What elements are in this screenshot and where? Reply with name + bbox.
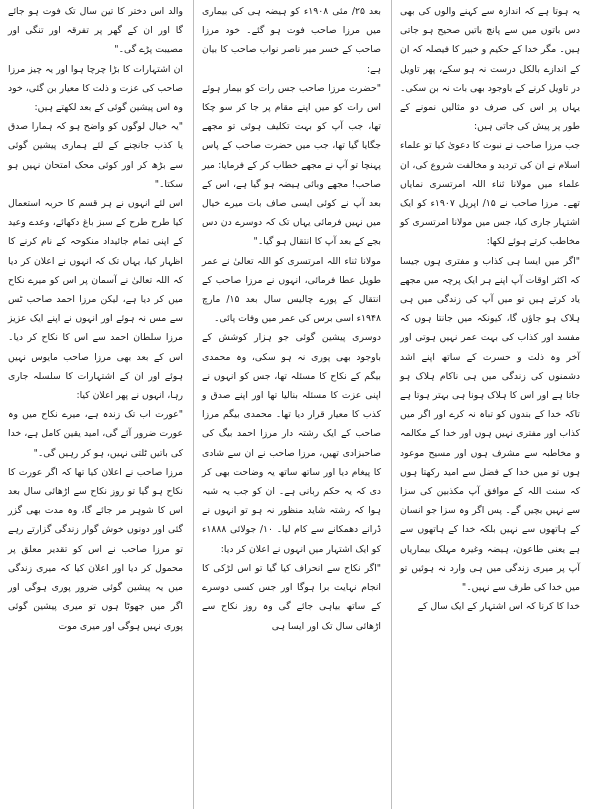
- paragraph: اس لئے انہوں نے ہر قسم کا حربہ استعمال کیا طرح طرح کے سبز باغ دکھائے، وعدے وعید کے اپنی تمام جائیداد منکوحہ کے نام کرنے کا اظہار کیا، یہاں تک کہ انہوں نے اعلان کر دیا کہ اللہ تعالیٰ نے آسمان پر اس کو میرے نکاح میں کر دیا ہے، لیکن مرزا احمد صاحب ٹس سے مس نہ ہوئے اور انہوں نے اپنے ایک عزیز مرزا سلطان احمد سے اس کا نکاح کر دیا۔ اس کے بعد بھی مرزا صاحب مایوس نہیں ہوئے اور ان کے اشتہارات کا سلسلہ جاری رہا، انہوں نے پھر اعلان کیا:: [8, 198, 183, 402]
- quote-paragraph: "یہ خیال لوگوں کو واضح ہو کہ ہمارا صدق یا کذب جانچنے کے لئے ہماری پیشین گوئی سے بڑھ کر اور کوئی محک امتحان نہیں ہو سکتا۔": [8, 121, 183, 190]
- paragraph: بعد ۲۵/ مئی ۱۹۰۸ء کو ہیضہ ہی کی بیماری میں مرزا صاحب فوت ہو گئے۔ خود مرزا صاحب کے خسر میر ناصر نواب صاحب کا بیان ہے:: [202, 6, 381, 75]
- paragraph: یہ ہوتا ہے کہ اندازہ سے کہنے والوں کی بھی دس باتوں میں سے پانچ باتیں صحیح ہو جاتی ہیں۔ مگر خدا کے حکیم و خبیر کا فیصلہ کہ ان کے اندازے بالکل درست نہ ہو سکے، پھر تاویل در تاویل کرنے کے باوجود بھی بات نہ بن سکی۔ یہاں پر اس کی صرف دو مثالیں نمونے کے طور پر پیش کی جاتی ہیں:: [400, 6, 580, 133]
- paragraph: دوسری پیشین گوئی جو ہزار کوشش کے باوجود بھی پوری نہ ہو سکی، وہ محمدی بیگم کے نکاح کا مسئلہ تھا، جس کو انہوں نے اپنی عزت کا مسئلہ بنالیا تھا اور اپنے صدق و کذب کا معیار قرار دیا تھا۔ محمدی بیگم مرزا صاحب کے ایک رشتہ دار مرزا احمد بیگ کی صاحبزادی تھیں، مرزا صاحب نے ان سے شادی کا پیغام دیا اور ساتھ ساتھ یہ وضاحت بھی کر دی کہ یہ حکم ربانی ہے۔ ان کو جب یہ شبہ ہوا کہ رشتہ شاید منظور نہ ہو تو انہوں نے ڈرانے دھمکانے سے کام لیا۔ ۱۰/ جولائی ۱۸۸۸ء کو ایک اشتہار میں انہوں نے اعلان کر دیا:: [202, 332, 381, 555]
- paragraph: مولانا ثناء اللہ امرتسری کو اللہ تعالیٰ نے عمر طویل عطا فرمائی، انہوں نے مرزا صاحب کے انتقال کے پورے چالیس سال بعد ۱۵/ مارچ ۱۹۴۸ء اسی برس کی عمر میں وفات پائی۔: [202, 255, 381, 325]
- quote-paragraph: والد اس دختر کا تین سال تک فوت ہو جائے گا اور ان کے گھر پر تفرقہ اور تنگی اور مصیبت پڑے گی۔": [8, 6, 183, 56]
- column-left: [0, 0, 194, 809]
- paragraph: مرزا صاحب نے اعلان کیا تھا کہ اگر عورت کا نکاح ہو گیا تو روز نکاح سے اڑھائی سال بعد اس کا شوہر مر جائے گا، وہ مدت بھی گزر گئی اور دونوں خوش گوار زندگی گزارتے رہے تو مرزا صاحب نے اس کو تقدیر معلق پر محمول کر دیا اور اعلان کیا کہ میری زندگی میں یہ پیشین گوئی ضرور پوری ہوگی اور اگر میں جھوٹا ہوں تو میری پیشین گوئی پوری نہیں ہوگی اور میری موت: [8, 466, 183, 632]
- quote-paragraph: "اگر میں ایسا ہی کذاب و مفتری ہوں جیسا کہ اکثر اوقات آپ اپنے ہر ایک پرچہ میں مجھے یاد کرتے ہیں تو میں آپ کی زندگی میں ہی ہلاک ہو جاؤں گا، کیونکہ میں جانتا ہوں کہ مفسد اور کذاب کی بہت عمر نہیں ہوتی اور آخر وہ ذلت و حسرت کے ساتھ اپنے اشد دشمنوں کی زندگی میں ہی ناکام ہلاک ہو جاتا ہے اور اس کا ہلاک ہونا ہی بہتر ہوتا ہے تاکہ خدا کے بندوں کو تباہ نہ کرے اور اگر میں کذاب اور مفتری نہیں ہوں اور خدا کے مکالمہ و مخاطبہ سے مشرف ہوں اور مسیح موعود ہوں تو میں خدا کے فضل سے امید رکھتا ہوں کہ سنت اللہ کے موافق آپ مکذبین کی سزا سے نہیں بچیں گے۔ پس اگر وہ سزا جو انسان کے ہاتھوں سے نہیں بلکہ خدا کے ہاتھوں سے ہے یعنی طاعون، ہیضہ وغیرہ مہلک بیماریاں آپ پر میری زندگی میں ہی وارد نہ ہوئیں تو میں خدا کی طرف سے نہیں۔": [400, 255, 580, 594]
- quote-paragraph: "حضرت مرزا صاحب جس رات کو بیمار ہوئے اس رات کو میں اپنے مقام پر جا کر سو چکا تھا، جب آپ کو بہت تکلیف ہوئی تو مجھے جگایا گیا تھا، جب میں حضرت صاحب کے پاس پہنچا تو آپ نے مجھے خطاب کر کے فرمایا: میر صاحب! مجھے وبائی ہیضہ ہو گیا ہے، اس کے بعد آپ نے کوئی ایسی صاف بات میرے خیال میں نہیں فرمائی یہاں تک کہ دوسرے دن دس بجے کے بعد آپ کا انتقال ہو گیا۔": [202, 82, 381, 248]
- paragraph: جب مرزا صاحب نے نبوت کا دعویٰ کیا تو علماء اسلام نے ان کی تردید و مخالفت شروع کی، ان علماء میں مولانا ثناء اللہ امرتسری نمایاں تھے۔ مرزا صاحب نے ۱۵/ اپریل ۱۹۰۷ء کو ایک اشتہار جاری کیا، جس میں مولانا امرتسری کو مخاطب کرتے ہوئے لکھا:: [400, 140, 580, 248]
- column-middle: [194, 0, 392, 809]
- quote-paragraph: "اگر نکاح سے انحراف کیا گیا تو اس لڑکی کا انجام نہایت برا ہوگا اور جس کسی دوسرے کے ساتھ بیاہی جائے گی وہ روز نکاح سے اڑھائی سال تک اور ایسا ہی: [202, 562, 381, 632]
- paragraph: ان اشتہارات کا بڑا چرچا ہوا اور یہ چیز مرزا صاحب کی عزت و ذلت کا معیار بن گئی، خود وہ اس پیشین گوئی کے بعد لکھتے ہیں:: [8, 63, 183, 114]
- column-right: [392, 0, 590, 809]
- quote-paragraph: "عورت اب تک زندہ ہے، میرے نکاح میں وہ عورت ضرور آئے گی، امید یقین کامل ہے، خدا کی باتیں ٹلتی نہیں، ہو کر رہیں گی۔": [8, 409, 183, 459]
- paragraph: خدا کا کرنا کہ اس اشتہار کے ایک سال کے: [417, 601, 580, 613]
